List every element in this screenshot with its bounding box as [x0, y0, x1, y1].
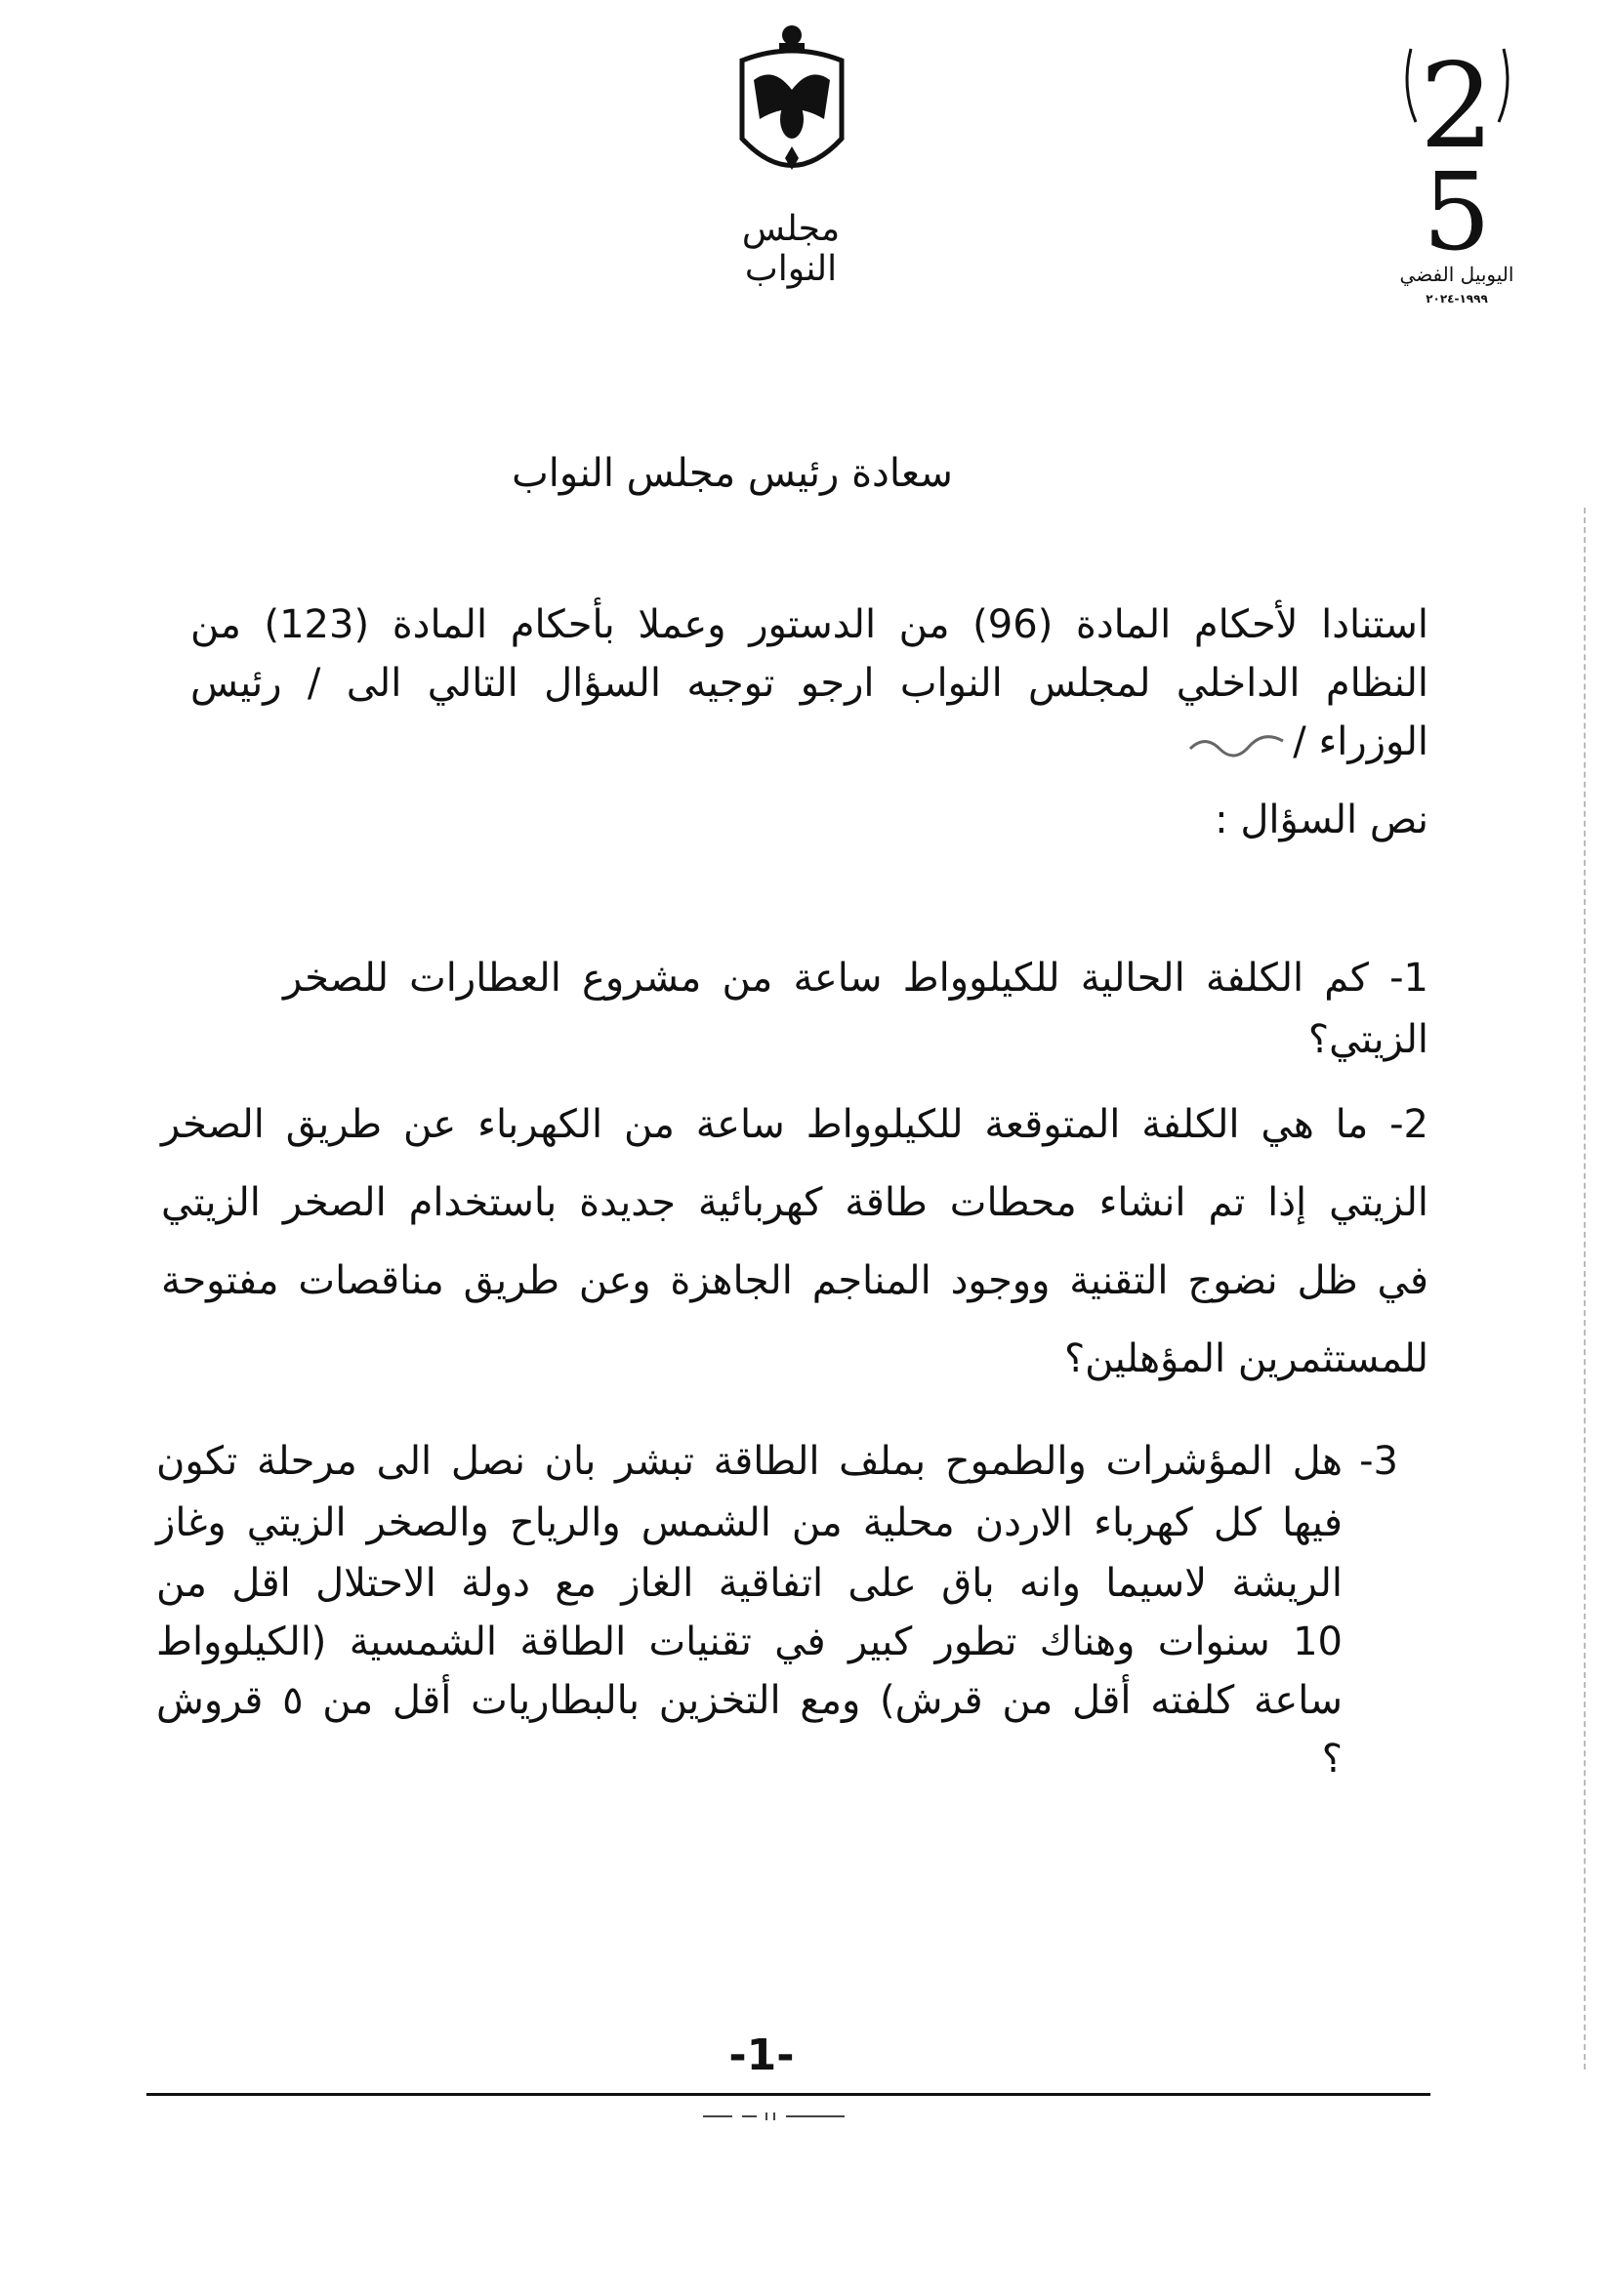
question-1-line: 1- كم الكلفة الحالية للكيلوواط ساعة من مشروع العطارات للصخر: [283, 956, 1428, 1001]
svg-text:١٩٩٩-٢٠٢٤: ١٩٩٩-٢٠٢٤: [1426, 292, 1488, 306]
question-3-line: هل المؤشرات والطموح بملف الطاقة تبشر بان نصل الى مرحلة تكون: [156, 1439, 1343, 1484]
question-1-line: الزيتي؟: [1307, 1017, 1428, 1062]
coat-of-arms-icon: [734, 21, 849, 187]
silver-jubilee-logo: [1396, 29, 1518, 308]
question-3-line: ساعة كلفته أقل من قرش) ومع التخزين بالبطاريات أقل من ٥ قروش: [156, 1678, 1343, 1723]
addressee-title: سعادة رئيس مجلس النواب: [512, 451, 953, 496]
svg-text:اليوبيل الفضي: اليوبيل الفضي: [1399, 263, 1514, 286]
question-2-line: الزيتي إذا تم انشاء محطات طاقة كهربائية جديدة باستخدام الصخر الزيتي: [161, 1180, 1428, 1225]
svg-text:2: 2: [1419, 39, 1495, 175]
question-3-line: 10 سنوات وهناك تطور كبير في تقنيات الطاقة الشمسية (الكيلوواط: [156, 1620, 1343, 1664]
redacted-scribble: [1185, 729, 1293, 758]
question-2-line: للمستثمرين المؤهلين؟: [1063, 1336, 1428, 1381]
scan-edge-artifact: [1584, 508, 1586, 2070]
footer-faint-text: [683, 2109, 879, 2126]
council-name-logo: مجلس النواب: [741, 209, 841, 289]
question-3-line: فيها كل كهرباء الاردن محلية من الشمس والرياح والصخر الزيتي وغاز: [156, 1500, 1343, 1545]
footer-divider: [146, 2093, 1430, 2096]
intro-line-text: الوزراء /: [1293, 719, 1428, 764]
svg-text:5: 5: [1423, 149, 1491, 274]
question-3-number: 3-: [1359, 1439, 1398, 1484]
question-3-line: ؟: [1321, 1737, 1343, 1782]
question-heading: نص السؤال :: [1215, 798, 1428, 842]
illegible-footer-marks: [698, 2109, 864, 2122]
question-2-line: 2- ما هي الكلفة المتوقعة للكيلوواط ساعة من الكهرباء عن طريق الصخر: [161, 1102, 1428, 1147]
question-2-line: في ظل نضوج التقنية ووجود المناجم الجاهزة وعن طريق مناقصات مفتوحة: [161, 1258, 1428, 1303]
question-3-line: الريشة لاسيما وانه باق على اتفاقية الغاز مع دولة الاحتلال اقل من: [156, 1561, 1343, 1606]
page-number: -1-: [728, 2030, 795, 2080]
intro-line: النظام الداخلي لمجلس النواب ارجو توجيه السؤال التالي الى / رئيس: [190, 661, 1428, 706]
intro-line: [1185, 713, 1428, 771]
intro-line: استنادا لأحكام المادة (96) من الدستور وعملا بأحكام المادة (123) من: [190, 602, 1428, 647]
